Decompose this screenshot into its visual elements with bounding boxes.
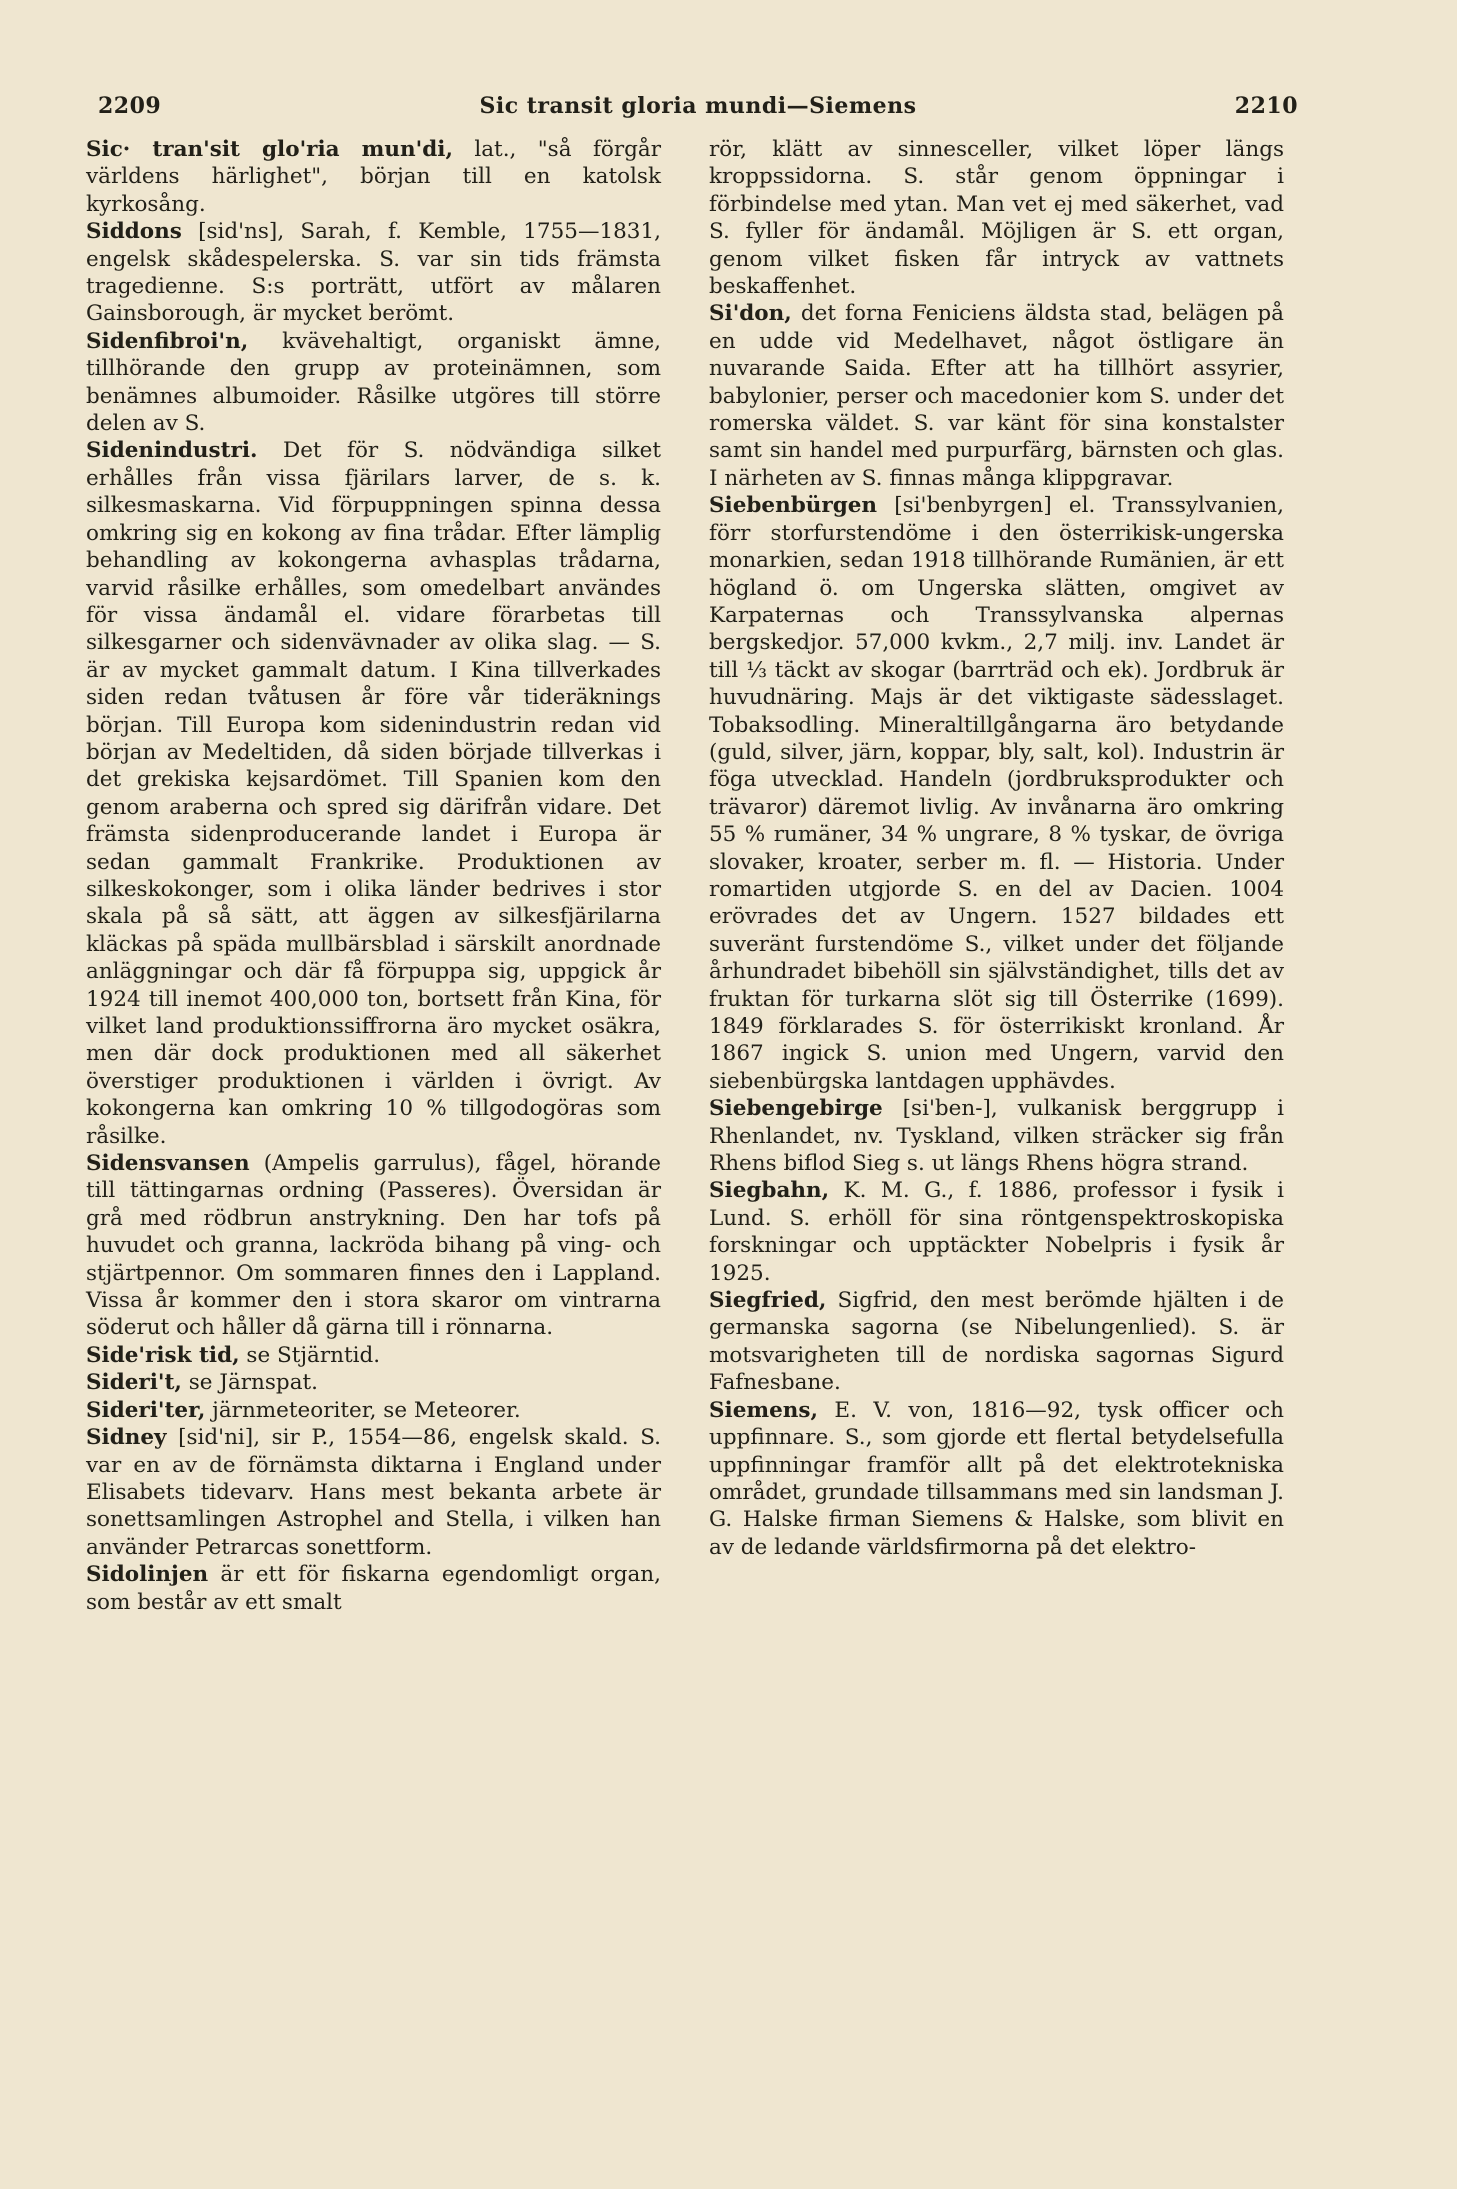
right-column — [709, 136, 1284, 1561]
entry-headword: Sidenfibroi'n, — [86, 328, 249, 354]
entry-text: det forna Feniciens äldsta stad, belägen på en udde vid Medelhavet, något östligare än nuvarande Saida. Efter att ha tillhört assyrier, babylonier, perser och macedonier kom S. under det romerska väldet. S. var känt för sina konstalster samt sin handel med purpurfärg, bärnsten och glas. I närheten av S. finnas många klippgravar. — [709, 301, 1284, 491]
entry-text: [sid'ni], sir P., 1554—86, engelsk skald. S. var en av de förnämsta diktarna i England under Elisabets tidevarv. Hans mest bekanta arbete är sonettsamlingen Astrophel and Stella, i vilken han använder Petrarcas sonettform. — [86, 1425, 661, 1560]
running-title: Sic transit gloria mundi—Siemens — [479, 93, 917, 119]
entry-headword: Siddons — [86, 219, 182, 245]
dictionary-entry — [86, 1561, 661, 1616]
entry-text: kvävehaltigt, organiskt ämne, tillhörande den grupp av proteinämnen, som benämnes albumoider. Råsilke utgöres till större delen av S. — [86, 328, 661, 437]
dictionary-entry — [709, 1095, 1284, 1177]
entry-text: (Ampelis garrulus), fågel, hörande till tättingarnas ordning (Passeres). Översidan är grå med rödbrun anstrykning. Den har tofs på huvudet och granna, lackröda bihang på ving- och stjärtpennor. Om sommaren finnes den i Lappland. Vissa år kommer den i stora skaror om vintrarna söderut och håller då gärna till i rönnarna. — [86, 1151, 661, 1341]
dictionary-entry — [709, 492, 1284, 1095]
dictionary-entry — [86, 136, 661, 218]
entry-headword: Sidenindustri. — [86, 438, 258, 464]
entry-text: är ett för fiskarna egendomligt organ, som består av ett smalt — [86, 1562, 661, 1615]
dictionary-entry — [86, 328, 661, 438]
entry-headword: Sidensvansen — [86, 1151, 250, 1177]
dictionary-entry — [86, 218, 661, 328]
entry-text: [si'ben-], vulkanisk berggrupp i Rhenlandet, nv. Tyskland, vilken sträcker sig från Rhens biflod Sieg s. ut längs Rhens högra strand. — [709, 1096, 1284, 1177]
entry-text: järnmeteoriter, se Meteorer. — [205, 1397, 521, 1423]
entry-text: Det för S. nödvändiga silket erhålles från vissa fjärilars larver, de s. k. silkesmaskarna. Vid förpuppningen spinna dessa omkring sig en kokong av fina trådar. Efter lämplig behandling av kokongerna avhasplas trådarna, varvid råsilke erhålles, som omedelbart användes för vissa ändamål el. vidare förarbetas till silkesgarner och sidenvävnader av olika slag. — S. är av mycket gammalt datum. I Kina tillverkades siden redan tvåtusen år före vår tideräknings början. Till Europa kom sidenindustrin redan vid början av Medeltiden, då siden började tillverkas i det grekiska kejsardömet. Till Spanien kom den genom araberna och spred sig därifrån vidare. Det främsta sidenproducerande landet i Europa är sedan gammalt Frankrike. Produktionen av silkeskokonger, som i olika länder bedrives i stor skala på så sätt, att äggen av silkesfjärilarna kläckas på späda mullbärsblad i särskilt anordnade anläggningar och där få förpuppa sig, uppgick år 1924 till inemot 400,000 ton, bortsett från Kina, för vilket land produktionssiffrorna äro mycket osäkra, men där dock produktionen med all säkerhet överstiger produktionen i världen i övrigt. Av kokongerna kan omkring 10 % tillgodogöras som råsilke. — [86, 438, 661, 1149]
dictionary-entry — [709, 300, 1284, 492]
entry-text: [sid'ns], Sarah, f. Kemble, 1755—1831, engelsk skådespelerska. S. var sin tids främsta tragedienne. S:s porträtt, utfört av målaren Gainsborough, är mycket berömt. — [86, 219, 661, 327]
entry-headword: Sideri't, — [86, 1370, 182, 1396]
entry-text: K. M. G., f. 1886, professor i fysik i Lund. S. erhöll för sina röntgenspektroskopiska forskningar och upptäckter Nobelpris i fysik år 1925. — [709, 1178, 1284, 1286]
entry-text: Sigfrid, den mest berömde hjälten i de germanska sagorna (se Nibelungenlied). S. är motsvarigheten till de nordiska sagornas Sigurd Fafnesbane. — [709, 1288, 1284, 1396]
page-number-left: 2209 — [98, 93, 162, 119]
page-header — [98, 86, 1298, 126]
dictionary-entry — [709, 1287, 1284, 1397]
entry-headword: Siebengebirge — [709, 1096, 883, 1122]
dictionary-entry — [86, 1397, 661, 1424]
entry-headword: Sidolinjen — [86, 1562, 209, 1588]
entry-text: rör, klätt av sinnesceller, vilket löper längs kroppssidorna. S. står genom öppningar i förbindelse med ytan. Man vet ej med säkerhet, vad S. fyller för ändamål. Möjligen är S. ett organ, genom vilket fisken får intryck av vattnets beskaffenhet. — [709, 137, 1284, 300]
entry-text: E. V. von, 1816—92, tysk officer och uppfinnare. S., som gjorde ett flertal betydelsefulla uppfinningar framför allt på det elektrotekniska området, grundade tillsammans med sin landsman J. G. Halske firman Siemens & Halske, som blivit en av de ledande världsfirmorna på det elektro- — [709, 1397, 1284, 1560]
entry-headword: Siegbahn, — [709, 1178, 830, 1204]
dictionary-entry — [709, 136, 1284, 300]
entry-text: se Järnspat. — [181, 1370, 318, 1396]
dictionary-entry — [86, 1342, 661, 1369]
entry-headword: Siebenbürgen — [709, 493, 878, 519]
entry-headword: Sidney — [86, 1425, 167, 1451]
entry-headword: Siemens, — [709, 1397, 819, 1423]
dictionary-entry — [709, 1177, 1284, 1287]
dictionary-entry — [86, 437, 661, 1150]
page-number-right: 2210 — [1234, 93, 1298, 119]
entry-headword: Sideri'ter, — [86, 1397, 206, 1423]
entry-text: lat., "så förgår världens härlighet", början till en katolsk kyrkosång. — [86, 137, 661, 217]
entry-headword: Sic· tran'sit glo'ria mun'di, — [86, 137, 453, 162]
entry-headword: Siegfried, — [709, 1288, 827, 1314]
dictionary-entry — [86, 1150, 661, 1342]
entry-headword: Side'risk tid, — [86, 1342, 240, 1368]
dictionary-entry — [86, 1424, 661, 1561]
entry-text: [si'benbyrgen] el. Transsylvanien, förr storfurstendöme i den österrikisk-ungerska monarkien, sedan 1918 tillhörande Rumänien, är ett högland ö. om Ungerska slätten, omgivet av Karpaternas och Transsylvanska alpernas bergskedjor. 57,000 kvkm., 2,7 milj. inv. Landet är till ⅓ täckt av skogar (barrträd och ek). Jordbruk är huvudnäring. Majs är det viktigaste sädesslaget. Tobaksodling. Mineraltillgångarna äro betydande (guld, silver, järn, koppar, bly, salt, kol). Industrin är föga utvecklad. Handeln (jordbruksprodukter och trävaror) däremot livlig. Av invånarna äro omkring 55 % rumäner, 34 % ungrare, 8 % tyskar, de övriga slovaker, kroater, serber m. fl. — Historia. Under romartiden utgjorde S. en del av Dacien. 1004 erövrades det av Ungern. 1527 bildades ett suveränt furstendöme S., vilket under det följande århundradet bibehöll sin självständighet, tills det av fruktan för turkarna slöt sig till Österrike (1699). 1849 förklarades S. för österrikiskt kronland. År 1867 ingick S. union med Ungern, varvid den siebenbürgska lantdagen upphävdes. — [709, 493, 1284, 1094]
left-column — [86, 136, 661, 1616]
entry-headword: Si'don, — [709, 301, 792, 327]
entry-text: se Stjärntid. — [239, 1342, 381, 1368]
dictionary-entry — [86, 1369, 661, 1396]
dictionary-entry — [709, 1397, 1284, 1561]
